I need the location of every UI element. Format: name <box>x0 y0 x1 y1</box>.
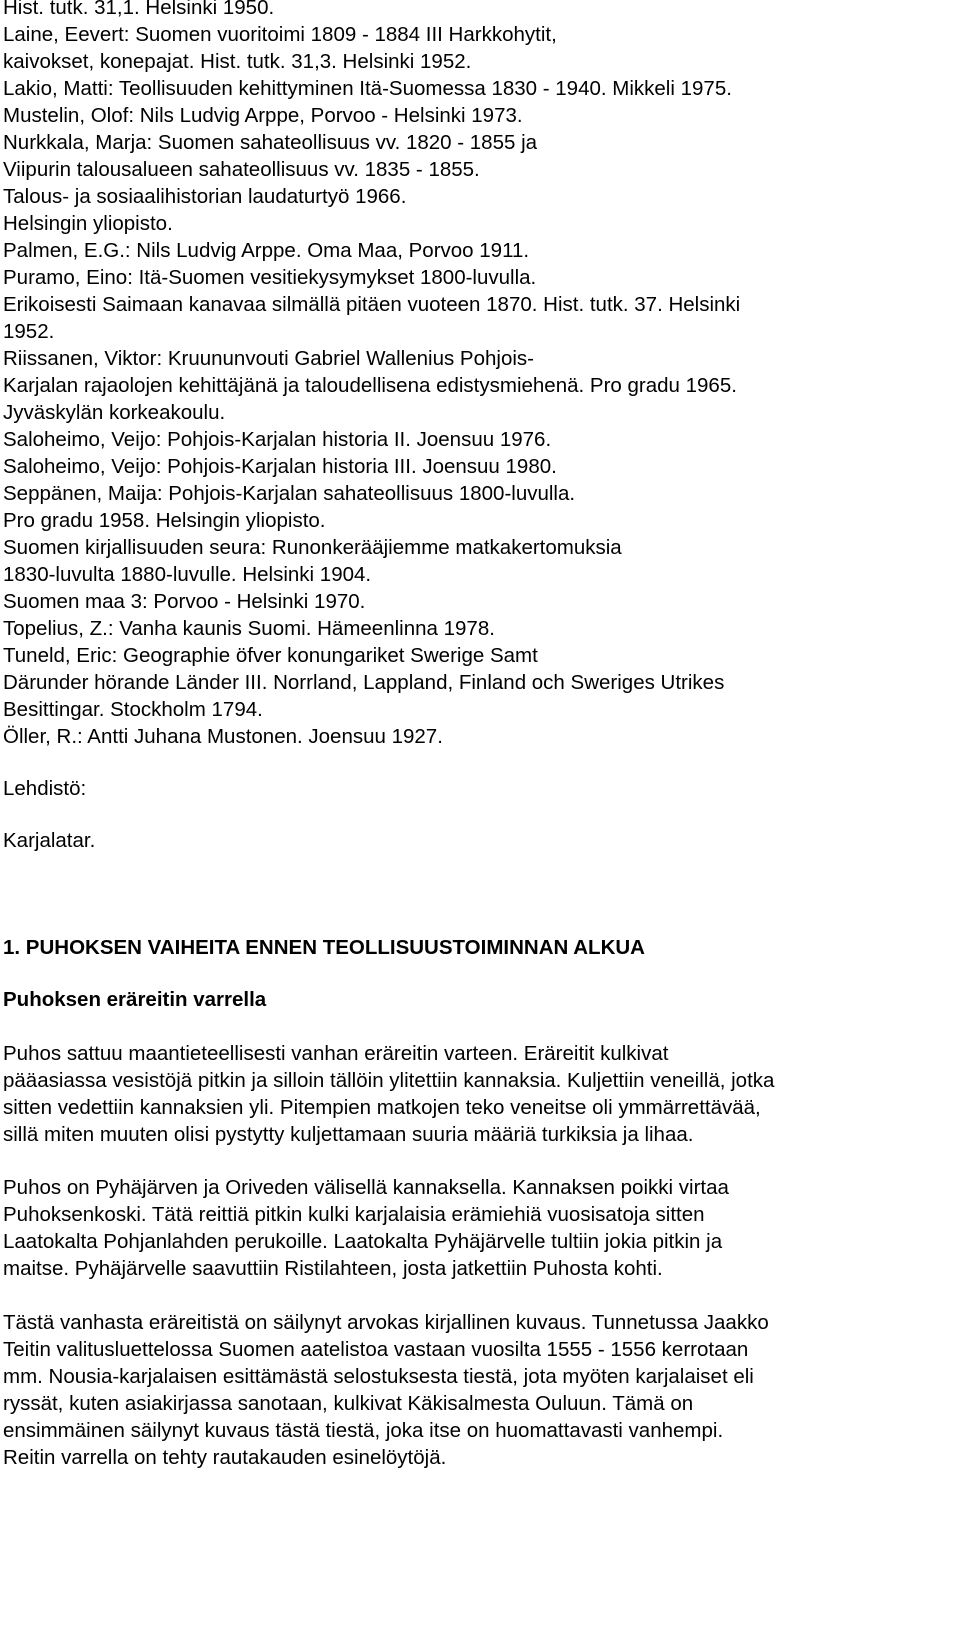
paragraph-line: maitse. Pyhäjärvelle saavuttiin Ristilahteen, josta jatkettiin Puhosta kohti. <box>3 1257 663 1280</box>
paragraph-line: Puhos sattuu maantieteellisesti vanhan eräreitin varteen. Eräreitit kulkivat <box>3 1042 669 1065</box>
bibliography-line: Tuneld, Eric: Geographie öfver konungariket Swerige Samt <box>3 644 538 667</box>
paragraph-line: Reitin varrella on tehty rautakauden esinelöytöjä. <box>3 1446 447 1469</box>
bibliography-line: kaivokset, konepajat. Hist. tutk. 31,3. Helsinki 1952. <box>3 50 472 73</box>
bibliography-line: Talous- ja sosiaalihistorian laudaturtyö 1966. <box>3 185 407 208</box>
bibliography-line: Suomen maa 3: Porvoo - Helsinki 1970. <box>3 590 366 613</box>
bibliography-line: Viipurin talousalueen sahateollisuus vv. 1835 - 1855. <box>3 158 480 181</box>
bibliography-line: Riissanen, Viktor: Kruununvouti Gabriel Wallenius Pohjois- <box>3 347 534 370</box>
bibliography-line: Seppänen, Maija: Pohjois-Karjalan sahateollisuus 1800-luvulla. <box>3 482 576 505</box>
paragraph-line: sillä miten muuten olisi pystytty kuljettamaan suuria määriä turkiksia ja lihaa. <box>3 1123 694 1146</box>
bibliography-line: Laine, Eevert: Suomen vuoritoimi 1809 - 1884 III Harkkohytit, <box>3 23 557 46</box>
paragraph-line: Puhos on Pyhäjärven ja Oriveden välisellä kannaksella. Kannaksen poikki virtaa <box>3 1176 729 1199</box>
bibliography-line: Jyväskylän korkeakoulu. <box>3 401 226 424</box>
paragraph-line: Puhoksenkoski. Tätä reittiä pitkin kulki karjalaisia erämiehiä vuosisatoja sitten <box>3 1203 705 1226</box>
paragraph-line: Teitin valitusluettelossa Suomen aatelistoa vastaan vuosilta 1555 - 1556 kerrotaan <box>3 1338 749 1361</box>
paragraph-line: ryssät, kuten asiakirjassa sanotaan, kulkivat Käkisalmesta Ouluun. Tämä on <box>3 1392 694 1415</box>
bibliography-line: Topelius, Z.: Vanha kaunis Suomi. Hämeenlinna 1978. <box>3 617 495 640</box>
paragraph-line: sitten vedettiin kannaksien yli. Pitempien matkojen teko veneitse oli ymmärrettävää, <box>3 1096 761 1119</box>
bibliography-line: Därunder hörande Länder III. Norrland, Lappland, Finland och Sweriges Utrikes <box>3 671 725 694</box>
press-heading: Lehdistö: <box>3 777 87 800</box>
paragraph-line: ensimmäinen säilynyt kuvaus tästä tiestä, joka itse on huomattavasti vanhempi. <box>3 1419 724 1442</box>
bibliography-line: Nurkkala, Marja: Suomen sahateollisuus vv. 1820 - 1855 ja <box>3 131 538 154</box>
bibliography-line: Mustelin, Olof: Nils Ludvig Arppe, Porvoo - Helsinki 1973. <box>3 104 523 127</box>
paragraph-line: Laatokalta Pohjanlahden perukoille. Laatokalta Pyhäjärvelle tultiin jokia pitkin ja <box>3 1230 723 1253</box>
paragraph-line: Tästä vanhasta eräreitistä on säilynyt arvokas kirjallinen kuvaus. Tunnetussa Jaakko <box>3 1311 769 1334</box>
bibliography-line: Saloheimo, Veijo: Pohjois-Karjalan historia III. Joensuu 1980. <box>3 455 557 478</box>
bibliography-line: 1830-luvulta 1880-luvulle. Helsinki 1904. <box>3 563 372 586</box>
section-title: Puhoksen eräreitin varrella <box>3 988 267 1011</box>
bibliography-line: Erikoisesti Saimaan kanavaa silmällä pitäen vuoteen 1870. Hist. tutk. 37. Helsinki <box>3 293 741 316</box>
bibliography-line: Helsingin yliopisto. <box>3 212 173 235</box>
bibliography-line: Suomen kirjallisuuden seura: Runonkerääjiemme matkakertomuksia <box>3 536 622 559</box>
bibliography-line: Karjalan rajaolojen kehittäjänä ja taloudellisena edistysmiehenä. Pro gradu 1965. <box>3 374 737 397</box>
bibliography-line: Lakio, Matti: Teollisuuden kehittyminen Itä-Suomessa 1830 - 1940. Mikkeli 1975. <box>3 77 732 100</box>
bibliography-line: Saloheimo, Veijo: Pohjois-Karjalan historia II. Joensuu 1976. <box>3 428 552 451</box>
bibliography-line: Puramo, Eino: Itä-Suomen vesitiekysymykset 1800-luvulla. <box>3 266 537 289</box>
chapter-title: 1. PUHOKSEN VAIHEITA ENNEN TEOLLISUUSTOIMINNAN ALKUA <box>3 936 645 959</box>
paragraph-line: mm. Nousia-karjalaisen esittämästä selostuksesta tiestä, jota myöten karjalaiset eli <box>3 1365 754 1388</box>
bibliography-line: Palmen, E.G.: Nils Ludvig Arppe. Oma Maa, Porvoo 1911. <box>3 239 530 262</box>
press-item: Karjalatar. <box>3 829 96 852</box>
bibliography-line: Besittingar. Stockholm 1794. <box>3 698 263 721</box>
bibliography-line: Pro gradu 1958. Helsingin yliopisto. <box>3 509 326 532</box>
bibliography-line: 1952. <box>3 320 55 343</box>
bibliography-line: Hist. tutk. 31,1. Helsinki 1950. <box>3 0 275 19</box>
paragraph-line: pääasiassa vesistöjä pitkin ja silloin tällöin ylitettiin kannaksia. Kuljettiin veneillä, jotka <box>3 1069 775 1092</box>
bibliography-line: Öller, R.: Antti Juhana Mustonen. Joensuu 1927. <box>3 725 443 748</box>
